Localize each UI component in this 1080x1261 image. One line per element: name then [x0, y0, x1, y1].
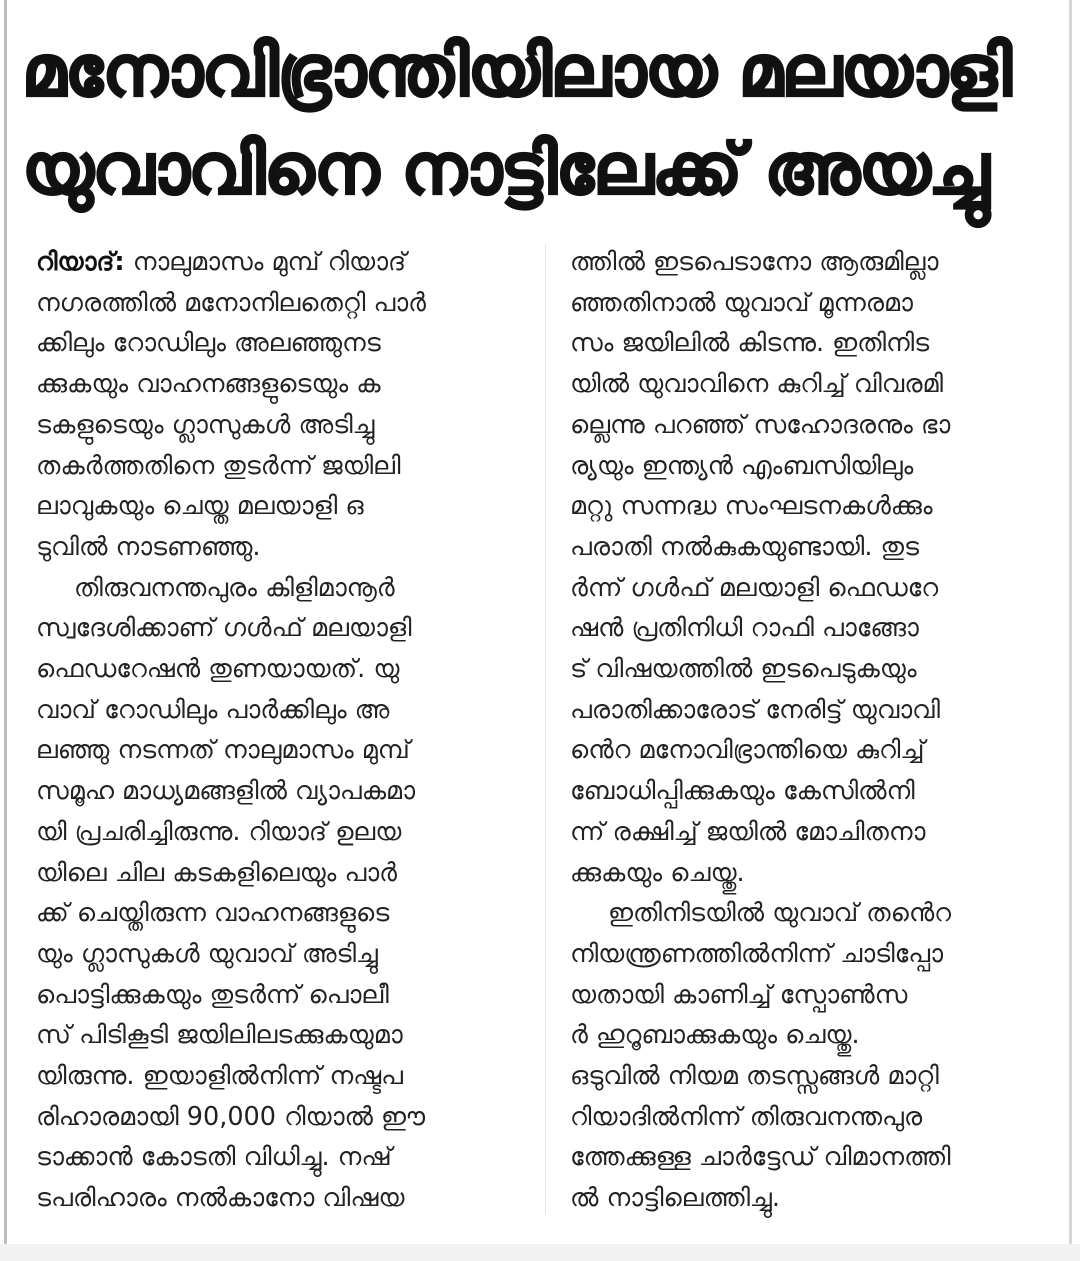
text-line: റിയാദ്: നാലുമാസം മുമ്പ് റിയാദ്: [36, 247, 407, 277]
text-line: പരാതി നൽകുകയുണ്ടായി. തുട: [570, 531, 920, 562]
text-line: ർന്ന് ഗൾഫ് മലയാളി ഫെഡറേ: [570, 572, 939, 603]
bottom-edge: [0, 1244, 1080, 1261]
column-divider: [545, 244, 546, 1214]
paragraph-3: [570, 893, 1042, 1219]
text-line: പരാതിക്കാരോട് നേരിട്ട് യുവാവി: [570, 694, 941, 725]
text-line: നഗരത്തിൽ മനോനിലതെറ്റി പാർ: [36, 287, 427, 318]
text-line: ത്തിൽ ഇടപെടാനോ ആരുമില്ലാ: [570, 247, 939, 277]
text-line: റിയാദിൽനിന്ന് തിരുവനന്തപുര: [570, 1101, 923, 1132]
text-line: യിൽ യുവാവിനെ കുറിച്ച് വിവരമി: [570, 369, 943, 400]
text-line: വാവ് റോഡിലും പാർക്കിലും അ: [36, 694, 390, 725]
text-line: ൽ നാട്ടിലെത്തിച്ചു.: [570, 1183, 780, 1214]
paragraph-1: [36, 242, 524, 568]
text-line: ത്തേക്കുള്ള ചാർട്ടേഡ് വിമാനത്തി: [570, 1142, 951, 1173]
text-line: തിരുവനന്തപുരം കിളിമാനൂർ: [74, 572, 395, 603]
text-line: ഒടുവിൽ നിയമ തടസ്സങ്ങൾ മാറ്റി: [570, 1061, 939, 1092]
text-line: യതായി കാണിച്ച് സ്പോൺസ: [570, 979, 908, 1010]
paragraph-2-continued: [570, 242, 1042, 893]
text-line: ടകളുടെയും ഗ്ലാസുകൾ അടിച്ചു: [36, 409, 375, 440]
text-line: ട് വിഷയത്തിൽ ഇടപെടുകയും: [570, 654, 917, 685]
headline-line-1: മനോവിഭ്രാന്തിയിലായ മലയാളി: [22, 30, 1011, 112]
text-line: ക്കിലും റോഡിലും അലഞ്ഞുനട: [36, 328, 381, 359]
text-line: സം ജയിലിൽ കിടന്നു. ഇതിനിട: [570, 328, 930, 359]
text-line: യും ഗ്ലാസുകൾ യുവാവ് അടിച്ചു: [36, 938, 378, 969]
article-column-right: [570, 242, 1042, 1219]
text-line: ലാവുകയും ചെയ്ത മലയാളി ഒ: [36, 491, 364, 522]
text-line: സമൂഹ മാധ്യമങ്ങളിൽ വ്യാപകമാ: [36, 776, 415, 807]
text-line: ടാക്കാൻ കോടതി വിധിച്ചു. നഷ്: [36, 1142, 392, 1173]
text-line: ർ ഹുറൂബാക്കുകയും ചെയ്തു.: [570, 1020, 860, 1051]
text-line: ടുവിൽ നാടണഞ്ഞു.: [36, 531, 261, 562]
text-line: ക്കുകയും ചെയ്തു.: [570, 857, 745, 888]
text-line: ടപരിഹാരം നൽകാനോ വിഷയ: [36, 1183, 405, 1214]
text-line: ന്ന് രക്ഷിച്ച് ജയിൽ മോചിതനാ: [570, 816, 926, 847]
text-line: ൻെറ മനോവിഭ്രാന്തിയെ കുറിച്ച്: [570, 735, 925, 766]
headline-line-2: യുവാവിനെ നാട്ടിലേക്ക് അയച്ചു: [22, 128, 989, 210]
text-line: ഷൻ പ്രതിനിധി റാഫി പാങ്ങോ: [570, 613, 919, 644]
headline: [22, 22, 1052, 218]
text-line: ബോധിപ്പിക്കുകയും കേസിൽനി: [570, 776, 915, 807]
text-line: സ് പിടികൂടി ജയിലിലടക്കുകയുമാ: [36, 1020, 403, 1051]
text-line: ക്ക് ചെയ്തിരുന്ന വാഹനങ്ങളുടെ: [36, 898, 390, 929]
text-line: തകർത്തതിനെ തുടർന്ന് ജയിലി: [36, 450, 401, 481]
text-line: ഇതിനിടയിൽ യുവാവ് തൻെറ: [608, 898, 952, 929]
text-line: പൊട്ടിക്കുകയും തുടർന്ന് പൊലീ: [36, 979, 389, 1010]
text-line: യിലെ ചില കടകളിലെയും പാർ: [36, 857, 398, 888]
text-line: ഫെഡറേഷൻ തുണയായത്. യു: [36, 654, 400, 685]
dateline: റിയാദ്:: [36, 247, 125, 277]
text-line: യിരുന്നു. ഇയാളിൽനിന്ന് നഷ്ടപ: [36, 1061, 403, 1092]
text-line: ലഞ്ഞു നടന്നത് നാലുമാസം മുമ്പ്: [36, 735, 410, 766]
text-line: ഞ്ഞതിനാൽ യുവാവ് മൂന്നരമാ: [570, 287, 913, 318]
text-line: സ്വദേശിക്കാണ് ഗൾഫ് മലയാളി: [36, 613, 412, 644]
text-line: നിയന്ത്രണത്തിൽനിന്ന് ചാടിപ്പോ: [570, 938, 943, 969]
paragraph-2: [36, 568, 524, 1219]
text-line: ര്യയും ഇന്ത്യൻ എംബസിയിലും: [570, 450, 914, 481]
text-line: യി പ്രചരിച്ചിരുന്നു. റിയാദ് ഉലയ: [36, 816, 402, 847]
text-line: രിഹാരമായി 90,000 റിയാൽ ഈ: [36, 1101, 426, 1132]
text-line: ല്ലെന്നു പറഞ്ഞ് സഹോദരനും ഭാ: [570, 409, 951, 440]
article-column-left: [36, 242, 524, 1219]
text-line: ക്കുകയും വാഹനങ്ങളുടെയും ക: [36, 369, 381, 400]
text-line: മറ്റു സന്നദ്ധ സംഘടനകൾക്കും: [570, 491, 933, 522]
